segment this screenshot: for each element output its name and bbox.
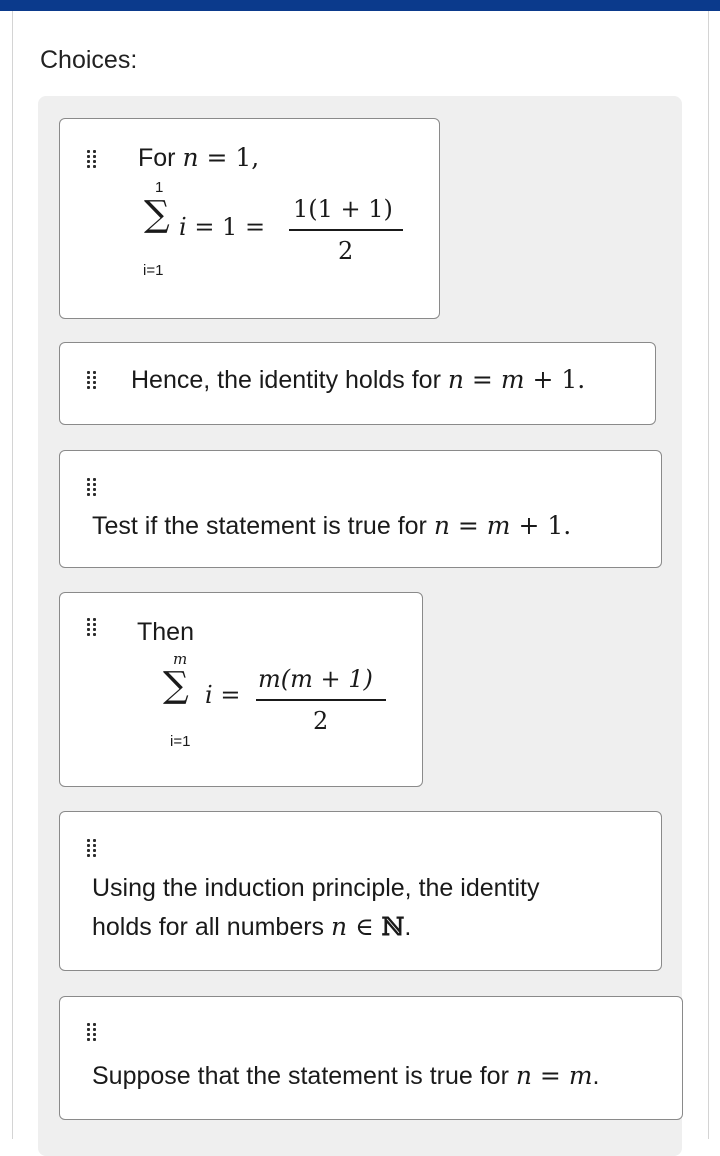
hence-var-n: n <box>447 365 464 394</box>
induction-rel: ∈ <box>347 912 382 941</box>
drag-handle-icon[interactable] <box>87 478 99 496</box>
drag-handle-icon[interactable] <box>87 371 99 389</box>
base-case-var: n <box>182 143 199 172</box>
choice-card-base-case[interactable] <box>59 118 440 319</box>
hence-statement <box>131 365 585 395</box>
drag-handle-icon[interactable] <box>87 618 99 636</box>
top-bar <box>0 0 720 11</box>
fraction-numerator: m(m + 1) <box>258 665 373 693</box>
left-border <box>12 11 13 1139</box>
test-tail: + 1. <box>510 511 572 540</box>
choice-card-then[interactable] <box>59 592 423 787</box>
test-text: Test if the statement is true for <box>92 512 427 540</box>
choice-card-hence-holds[interactable] <box>59 342 656 425</box>
summation-icon: ∑ <box>144 194 170 235</box>
choice-card-suppose[interactable] <box>59 996 683 1120</box>
test-eq: = <box>449 511 487 540</box>
choice-card-induction-conclusion[interactable] <box>59 811 662 971</box>
drag-handle-icon[interactable] <box>87 150 99 168</box>
suppose-var-m: m <box>568 1061 593 1090</box>
summand: i <box>179 213 187 241</box>
summand: i <box>205 681 213 709</box>
suppose-eq: = <box>531 1061 569 1090</box>
then-label: Then <box>137 618 194 646</box>
hence-tail: + 1. <box>524 365 586 394</box>
induction-tail: . <box>404 913 412 941</box>
drag-handle-icon[interactable] <box>87 1023 99 1041</box>
base-case-label: For <box>138 144 176 172</box>
hence-eq: = <box>463 365 501 394</box>
fraction-line <box>289 229 403 231</box>
choice-card-test-statement[interactable] <box>59 450 662 568</box>
summation-icon: ∑ <box>163 665 189 706</box>
suppose-text: Suppose that the statement is true for <box>92 1062 509 1090</box>
naturals-set: ℕ <box>381 912 405 941</box>
sum-mid: = 1 = <box>186 213 266 241</box>
fraction-denominator: 2 <box>313 707 329 735</box>
fraction-numerator: 1(1 + 1) <box>293 195 393 223</box>
sum-upper-limit: m <box>173 650 188 668</box>
sum-lower-limit: i=1 <box>170 733 191 750</box>
hence-text: Hence, the identity holds for <box>131 366 441 394</box>
induction-text: holds for all numbers <box>92 913 325 941</box>
suppose-var-n: n <box>515 1061 532 1090</box>
induction-line-1: Using the induction principle, the identity <box>92 874 540 902</box>
sum-upper-limit: 1 <box>155 179 164 196</box>
suppose-tail: . <box>592 1062 600 1090</box>
test-var-n: n <box>433 511 450 540</box>
hence-var-m: m <box>500 365 525 394</box>
induction-var-n: n <box>331 912 348 941</box>
fraction-line <box>256 699 386 701</box>
suppose-statement <box>92 1061 600 1091</box>
test-statement <box>92 511 571 541</box>
sum-expression <box>179 213 265 241</box>
base-case-eq: = 1, <box>198 143 260 172</box>
sum-mid: = <box>212 681 241 709</box>
fraction-denominator: 2 <box>338 237 354 265</box>
base-case-heading <box>138 143 259 173</box>
drag-handle-icon[interactable] <box>87 839 99 857</box>
choices-label: Choices: <box>40 46 138 74</box>
sum-lower-limit: i=1 <box>143 262 164 279</box>
sum-expression <box>205 681 240 709</box>
right-border <box>708 11 709 1139</box>
induction-line-2 <box>92 912 411 942</box>
test-var-m: m <box>486 511 511 540</box>
